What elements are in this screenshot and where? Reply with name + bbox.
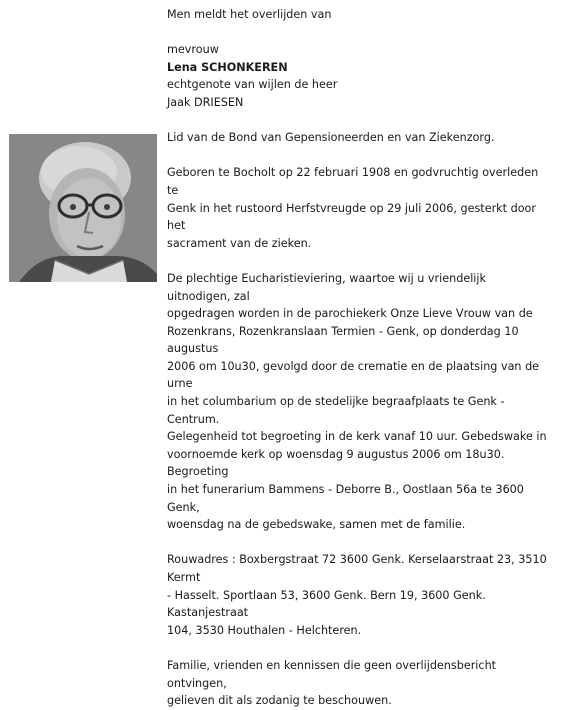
spouse-line: echtgenote van wijlen de heer <box>167 78 338 92</box>
death-notice-text <box>167 6 552 710</box>
intro-line: Men meldt het overlijden van <box>167 8 332 21</box>
deceased-name: Lena SCHONKEREN <box>167 60 288 74</box>
membership-line: Lid van de Bond van Gepensioneerden en van Ziekenzorg. <box>167 131 495 145</box>
closing-paragraph: Familie, vrienden en kennissen die geen overlijdensbericht ontvingen, gelieven dit als zodanig te beschouwen. <box>167 658 497 708</box>
spouse-name: Jaak DRIESEN <box>167 95 244 109</box>
title-line: mevrouw <box>167 43 219 57</box>
ceremony-paragraph: De plechtige Eucharistieviering, waartoe wij u vriendelijk uitnodigen, zal opgedragen worden in de parochiekerk Onze Lieve Vrouw van de Rozenkrans, Rozenkranslaan Termien - Genk, op donderdag 10 augustus 2006 om 10u30, gevolgd door de crematie en de plaatsing van de urne in het columbarium op de stedelijke begraafplaats te Genk - Centrum. Gelegenheid tot begroeting in de kerk vanaf 10 uur. Gebedswake in voornoemde kerk op woensdag 9 augustus 2006 om 18u30. Begroeting in het funerarium Bammens - Deborre B., Oostlaan 56a te 3600 Genk, woensdag na de gebedswake, samen met de familie. <box>167 271 547 532</box>
addresses-paragraph: Rouwadres : Boxbergstraat 72 3600 Genk. Kerselaarstraat 23, 3510 Kermt - Hasselt. Sportlaan 53, 3600 Genk. Bern 19, 3600 Genk. Kastanjestraat 104, 3530 Houthalen - Helchteren. <box>167 553 547 637</box>
portrait-photo <box>9 134 157 282</box>
birth-death-paragraph: Geboren te Bocholt op 22 februari 1908 en godvruchtig overleden te Genk in het rustoord Herfstvreugde op 29 juli 2006, gesterkt door het sacrament van de zieken. <box>167 166 539 250</box>
